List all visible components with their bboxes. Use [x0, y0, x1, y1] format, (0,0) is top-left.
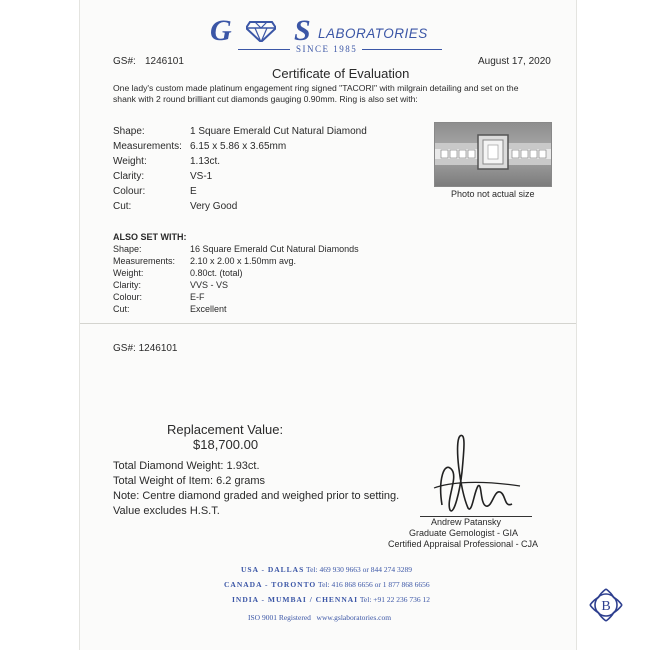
total-item-weight: Total Weight of Item: 6.2 grams: [113, 475, 266, 487]
item-description: One lady's custom made platinum engagement ring signed "TACORI" with milgrain detailing and set on the shank with 2 round brilliant cut diamonds gauging 0.90mm. Ring is also set with:: [113, 83, 519, 104]
footer-line-usa: [241, 565, 412, 574]
diamond-icon: [246, 20, 276, 42]
replacement-value-label: Replacement Value:: [167, 422, 284, 437]
gs-number-repeat: GS#: 1246101: [113, 343, 178, 354]
signatory-name: Andrew Patansky: [431, 517, 502, 527]
main-shape-label: Shape:: [113, 126, 145, 137]
grading-note: Note: Centre diamond graded and weighed prior to setting.: [113, 490, 400, 502]
main-measurements-label: Measurements:: [113, 141, 182, 152]
logo-rule-left: [238, 49, 290, 50]
main-shape-value: 1 Square Emerald Cut Natural Diamond: [190, 126, 367, 137]
main-weight-label: Weight:: [113, 156, 147, 167]
footer-usa-city: USA - DALLAS: [241, 565, 305, 574]
also-clarity-label: Clarity:: [113, 280, 142, 290]
also-colour-value: E-F: [190, 292, 205, 302]
logo-since: SINCE 1985: [296, 44, 358, 54]
footer-india-city: INDIA - MUMBAI / CHENNAI: [232, 595, 359, 604]
footer-iso: ISO 9001 Registered: [248, 613, 311, 622]
main-clarity-label: Clarity:: [113, 171, 145, 182]
tax-note: Value excludes H.S.T.: [113, 505, 220, 517]
total-diamond-weight: Total Diamond Weight: 1.93ct.: [113, 460, 260, 472]
badge-letter: B: [601, 599, 611, 614]
logo-letter-s: S: [294, 14, 311, 47]
signatory-title-gia: Graduate Gemologist - GIA: [409, 528, 519, 538]
footer-canada-city: CANADA - TORONTO: [224, 580, 317, 589]
certificate-date: August 17, 2020: [478, 56, 551, 67]
main-cut-label: Cut:: [113, 201, 132, 212]
also-weight-label: Weight:: [113, 268, 144, 278]
footer-iso-line: [248, 613, 391, 622]
replacement-value: $18,700.00: [193, 437, 259, 452]
ring-photo: [434, 122, 552, 187]
footer-line-canada: [224, 580, 430, 589]
main-measurements-value: 6.15 x 5.86 x 3.65mm: [190, 141, 287, 152]
b-badge-icon: [587, 586, 625, 624]
also-weight-value: 0.80ct. (total): [190, 268, 243, 278]
logo-letter-g: G: [210, 14, 233, 47]
also-measurements-value: 2.10 x 2.00 x 1.50mm avg.: [190, 256, 297, 266]
footer-website-link[interactable]: www.gslaboratories.com: [316, 613, 392, 622]
footer-canada-tel: Tel: 416 868 6656 or 1 877 868 6656: [318, 580, 430, 589]
also-set-heading: ALSO SET WITH:: [113, 232, 187, 242]
main-weight-value: 1.13ct.: [190, 156, 221, 167]
also-cut-value: Excellent: [190, 304, 227, 314]
photo-caption: Photo not actual size: [451, 189, 535, 199]
main-colour-value: E: [190, 186, 197, 197]
logo-laboratories: LABORATORIES: [318, 26, 428, 41]
ring-image: [435, 123, 551, 186]
paper-fold-line: [80, 323, 576, 324]
footer-line-india: [232, 595, 430, 604]
main-cut-value: Very Good: [190, 201, 238, 212]
also-measurements-label: Measurements:: [113, 256, 176, 266]
gs-number-label: GS#:: [113, 56, 136, 67]
also-shape-value: 16 Square Emerald Cut Natural Diamonds: [190, 244, 359, 254]
main-colour-label: Colour:: [113, 186, 146, 197]
footer-india-tel: Tel: +91 22 236 736 12: [359, 595, 431, 604]
footer-usa-tel: Tel: 469 930 9663 or 844 274 3289: [306, 565, 412, 574]
also-colour-label: Colour:: [113, 292, 143, 302]
also-cut-label: Cut:: [113, 304, 130, 314]
main-clarity-value: VS-1: [190, 171, 213, 182]
signatory-title-cja: Certified Appraisal Professional - CJA: [388, 539, 539, 549]
also-shape-label: Shape:: [113, 244, 142, 254]
gs-number: 1246101: [145, 56, 184, 67]
page-title: Certificate of Evaluation: [272, 66, 410, 81]
logo-rule-right: [362, 49, 442, 50]
handwritten-signature: [420, 430, 540, 520]
gs-laboratories-logo: [210, 14, 450, 58]
also-clarity-value: VVS - VS: [190, 280, 229, 290]
